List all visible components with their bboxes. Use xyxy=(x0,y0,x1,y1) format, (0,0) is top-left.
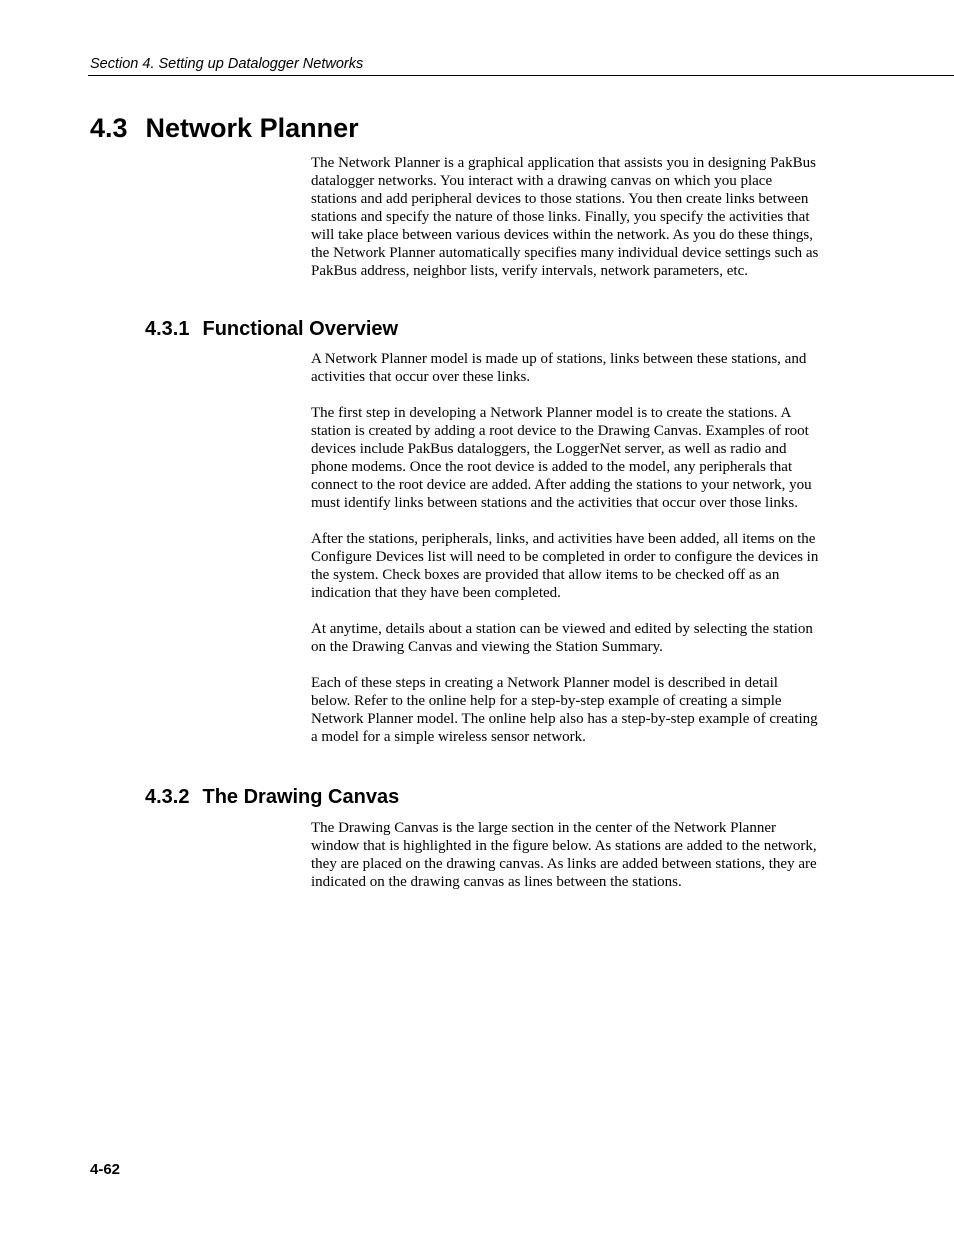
section-intro xyxy=(311,154,821,280)
paragraph: At anytime, details about a station can be viewed and edited by selecting the station on the Drawing Canvas and viewing the Station Summary. xyxy=(311,621,813,655)
subsection-heading-drawing-canvas xyxy=(145,785,399,809)
paragraph: The first step in developing a Network Planner model is to create the stations. A station is created by adding a root device to the Drawing Canvas. Examples of root devices include PakBus dataloggers, the LoggerNet server, as well as radio and phone modems. Once the root device is added to the model, any peripherals that connect to the root device are added. After adding the stations to your network, you must identify links between stations and the activities that occur over those links. xyxy=(311,405,812,511)
header-rule xyxy=(88,75,954,76)
subsection-heading-functional-overview xyxy=(145,317,398,341)
paragraph: A Network Planner model is made up of stations, links between these stations, and activities that occur over these links. xyxy=(311,351,807,385)
subsection-title: The Drawing Canvas xyxy=(202,786,400,808)
running-header: Section 4. Setting up Datalogger Networks xyxy=(90,56,364,72)
section-number: 4.3 xyxy=(90,113,128,143)
section-heading xyxy=(90,111,359,145)
paragraph: The Drawing Canvas is the large section in the center of the Network Planner window that is highlighted in the figure below. As stations are added to the network, they are placed on the drawing canvas. As links are added between stations, they are indicated on the drawing canvas as lines between the stations. xyxy=(311,820,817,890)
page-number: 4-62 xyxy=(90,1161,121,1178)
paragraph: After the stations, peripherals, links, and activities have been added, all items on the Configure Devices list will need to be completed in order to configure the devices in the system. Check boxes are provided that allow items to be checked off as an indication that they have been completed. xyxy=(311,531,819,601)
subsection-number: 4.3.1 xyxy=(145,318,190,340)
paragraph: The Network Planner is a graphical application that assists you in designing PakBus datalogger networks. You interact with a drawing canvas on which you place stations and add peripheral devices to those stations. You then create links between stations and specify the nature of those links. Finally, you specify the activities that will take place between various devices within the network. As you do these things, the Network Planner automatically specifies many individual device settings such as PakBus address, neighbor lists, verify intervals, network parameters, etc. xyxy=(311,155,819,279)
functional-overview-body xyxy=(311,350,821,746)
drawing-canvas-body xyxy=(311,819,821,891)
paragraph: Each of these steps in creating a Network Planner model is described in detail below. Refer to the online help for a step-by-step example of creating a simple Network Planner model. The online help also has a step-by-step example of creating a model for a simple wireless sensor network. xyxy=(311,675,818,745)
section-title: Network Planner xyxy=(145,113,359,143)
subsection-title: Functional Overview xyxy=(202,318,399,340)
subsection-number: 4.3.2 xyxy=(145,786,190,808)
